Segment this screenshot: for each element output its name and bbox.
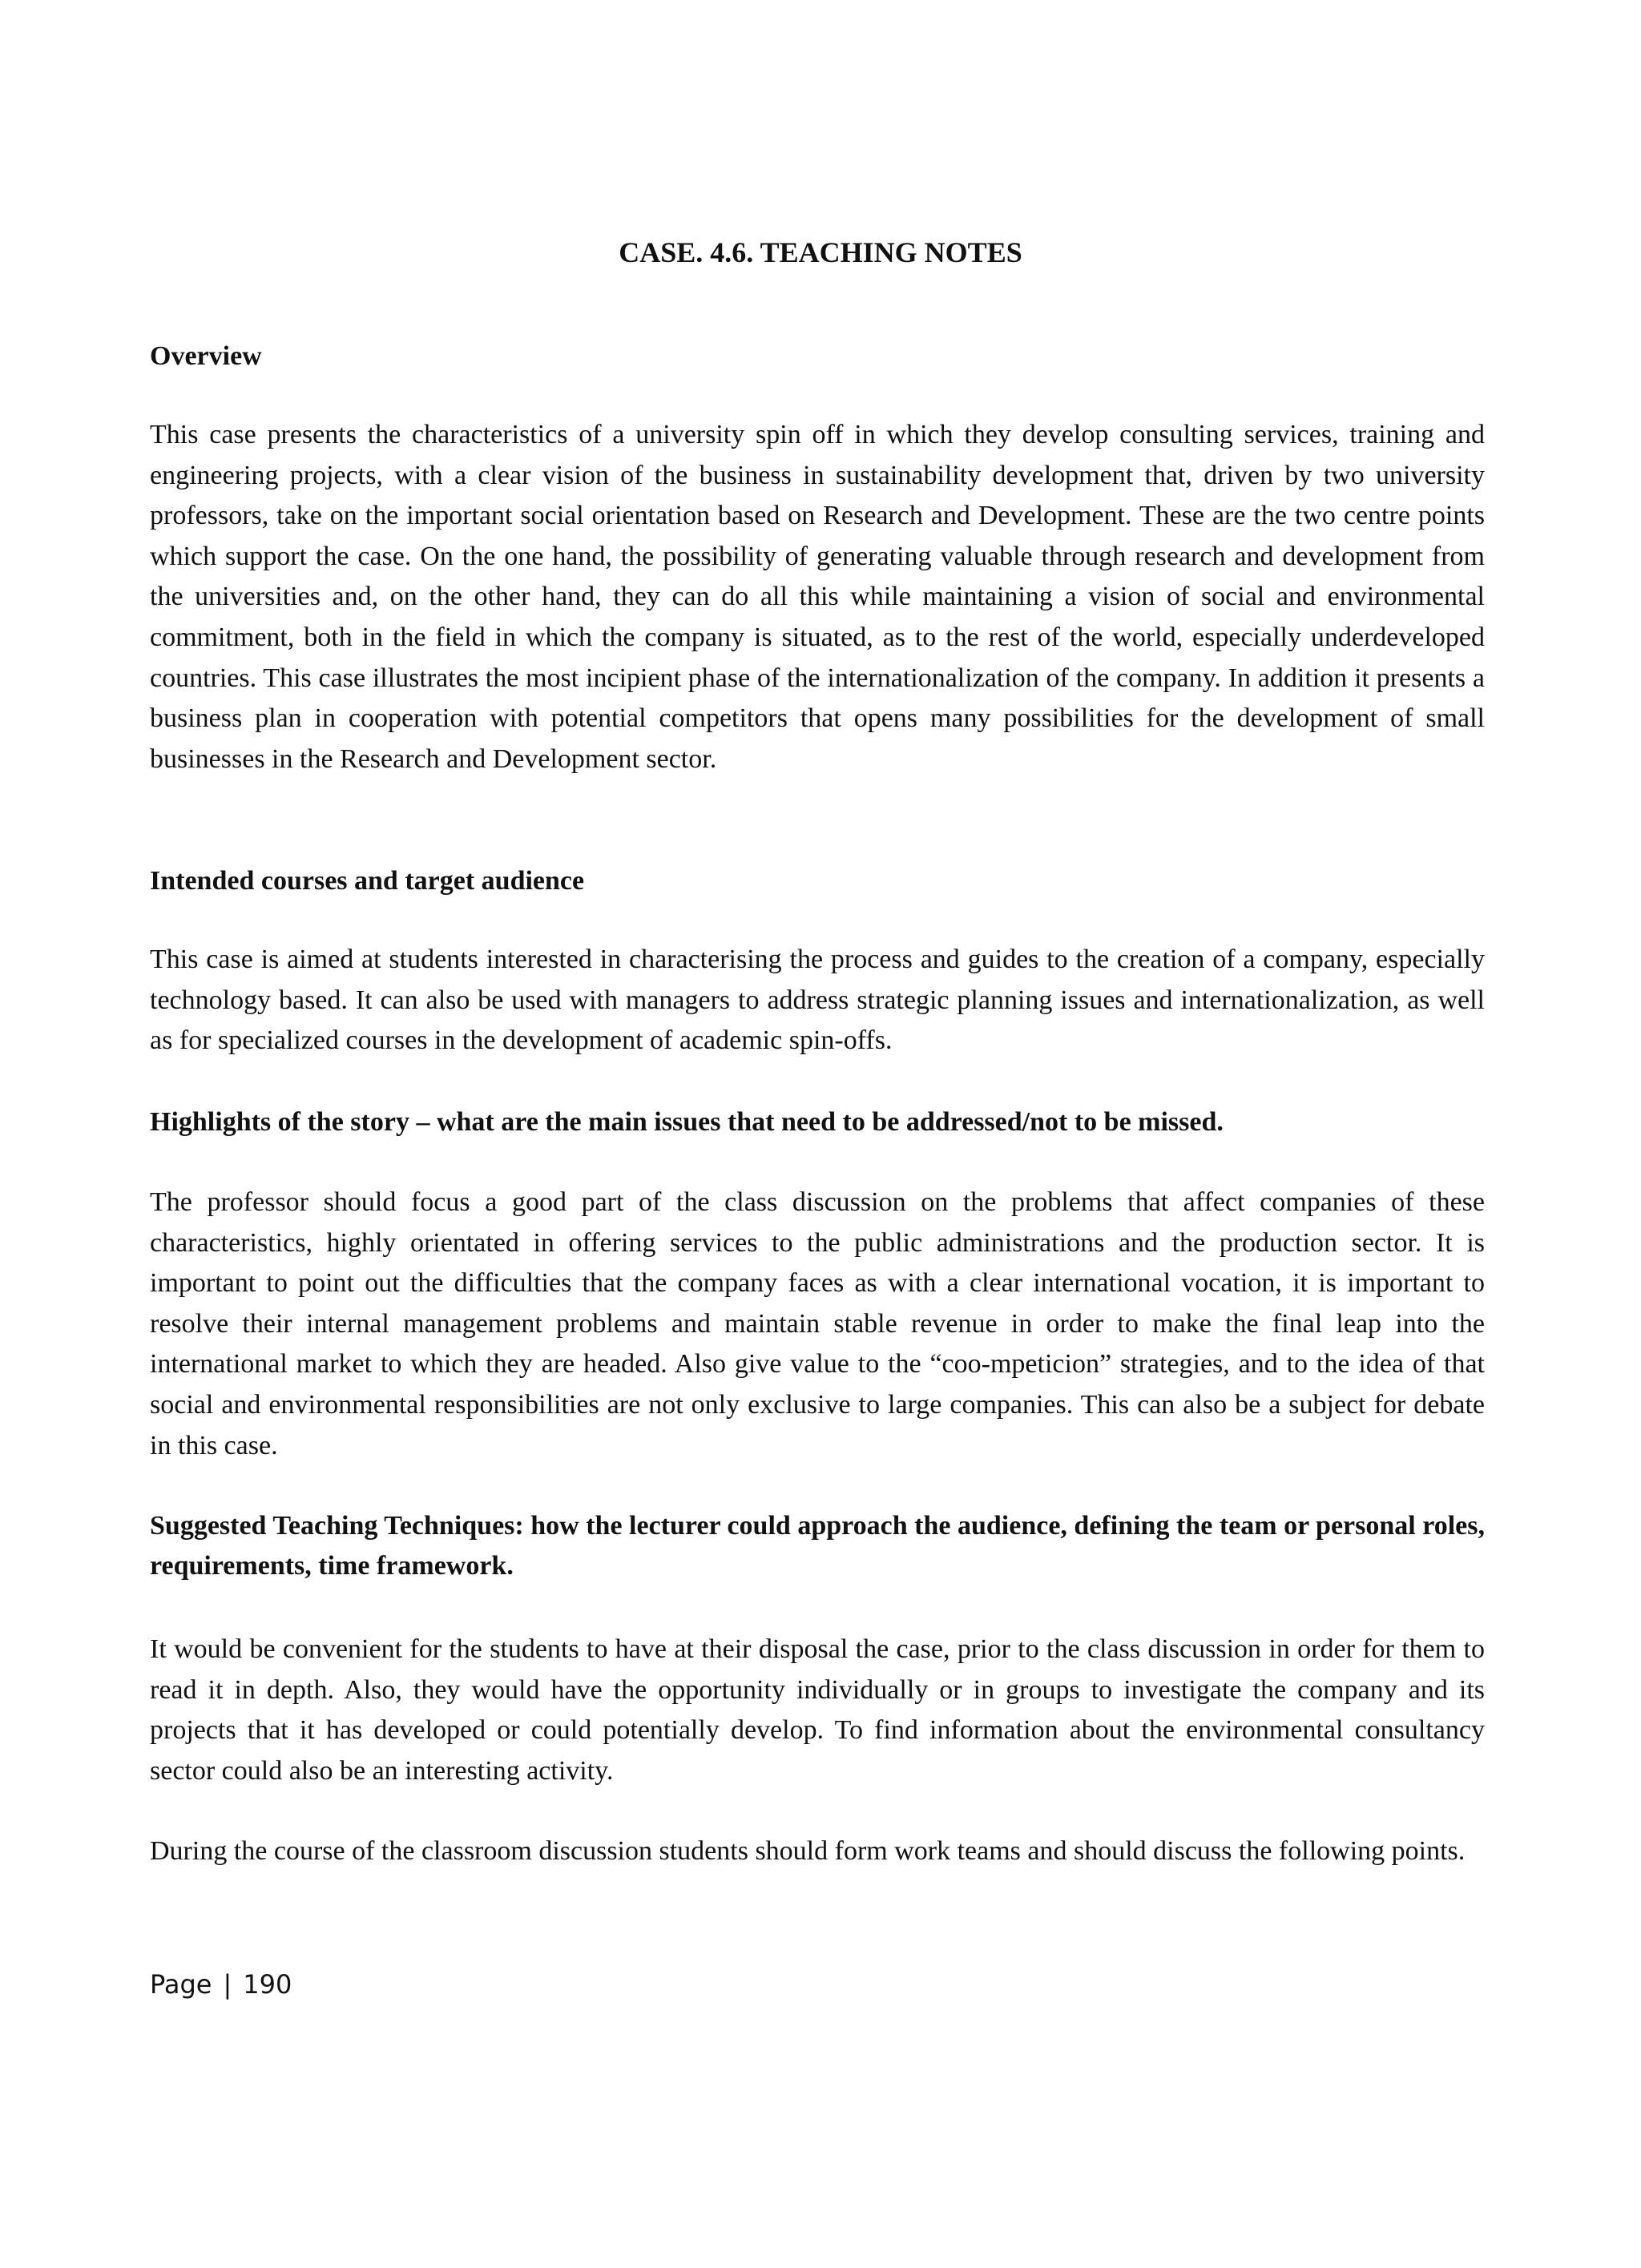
- section-heading-highlights: Highlights of the story – what are the main issues that need to be addressed/not to be missed.: [150, 1107, 1224, 1137]
- page-number: 190: [243, 1969, 292, 2000]
- paragraph-teaching-techniques-2: During the course of the classroom discussion students should form work teams and should discuss the following points.: [150, 1836, 1466, 1866]
- page-separator: |: [223, 1969, 232, 2000]
- page-label: Page: [150, 1969, 212, 2000]
- section-heading-intended-courses: Intended courses and target audience: [150, 866, 585, 896]
- paragraph-overview: This case presents the characteristics of a university spin off in which they develop consulting services, training and engineering projects, with a clear vision of the business in sustainability development that, driven by two university professors, take on the important social orientation based on Research and Development. These are the two centre points which support the case. On the one hand, the possibility of generating valuable through research and development from the universities and, on the other hand, they can do all this while maintaining a vision of social and environmental commitment, both in the field in which the company is situated, as to the rest of the world, especially underdeveloped countries. This case illustrates the most incipient phase of the internationalization of the company. In addition it presents a business plan in cooperation with potential competitors that opens many possibilities for the development of small businesses in the Research and Development sector.: [150, 420, 1485, 774]
- section-heading-teaching-techniques: Suggested Teaching Techniques: how the lecturer could approach the audience, defining the team or personal roles, requirements, time framework.: [150, 1511, 1485, 1581]
- paragraph-highlights: The professor should focus a good part of the class discussion on the problems that affect companies of these characteristics, highly orientated in offering services to the public administrations and the production sector. It is important to point out the difficulties that the company faces as with a clear international vocation, it is important to resolve their internal management problems and maintain stable revenue in order to make the final leap into the international market to which they are headed. Also give value to the “coo-mpeticion” strategies, and to the idea of that social and environmental responsibilities are not only exclusive to large companies. This can also be a subject for debate in this case.: [150, 1187, 1485, 1460]
- section-heading-overview: Overview: [150, 341, 262, 371]
- page-footer: [150, 1967, 292, 2002]
- page-title: CASE. 4.6. TEACHING NOTES: [619, 236, 1022, 268]
- paragraph-teaching-techniques-1: It would be convenient for the students to have at their disposal the case, prior to the class discussion in order for them to read it in depth. Also, they would have the opportunity individually or in groups to investigate the company and its projects that it has developed or could potentially develop. To find information about the environmental consultancy sector could also be an interesting activity.: [150, 1634, 1485, 1786]
- paragraph-intended-courses: This case is aimed at students interested in characterising the process and guides to the creation of a company, especially technology based. It can also be used with managers to address strategic planning issues and internationalization, as well as for specialized courses in the development of academic spin-offs.: [150, 945, 1485, 1056]
